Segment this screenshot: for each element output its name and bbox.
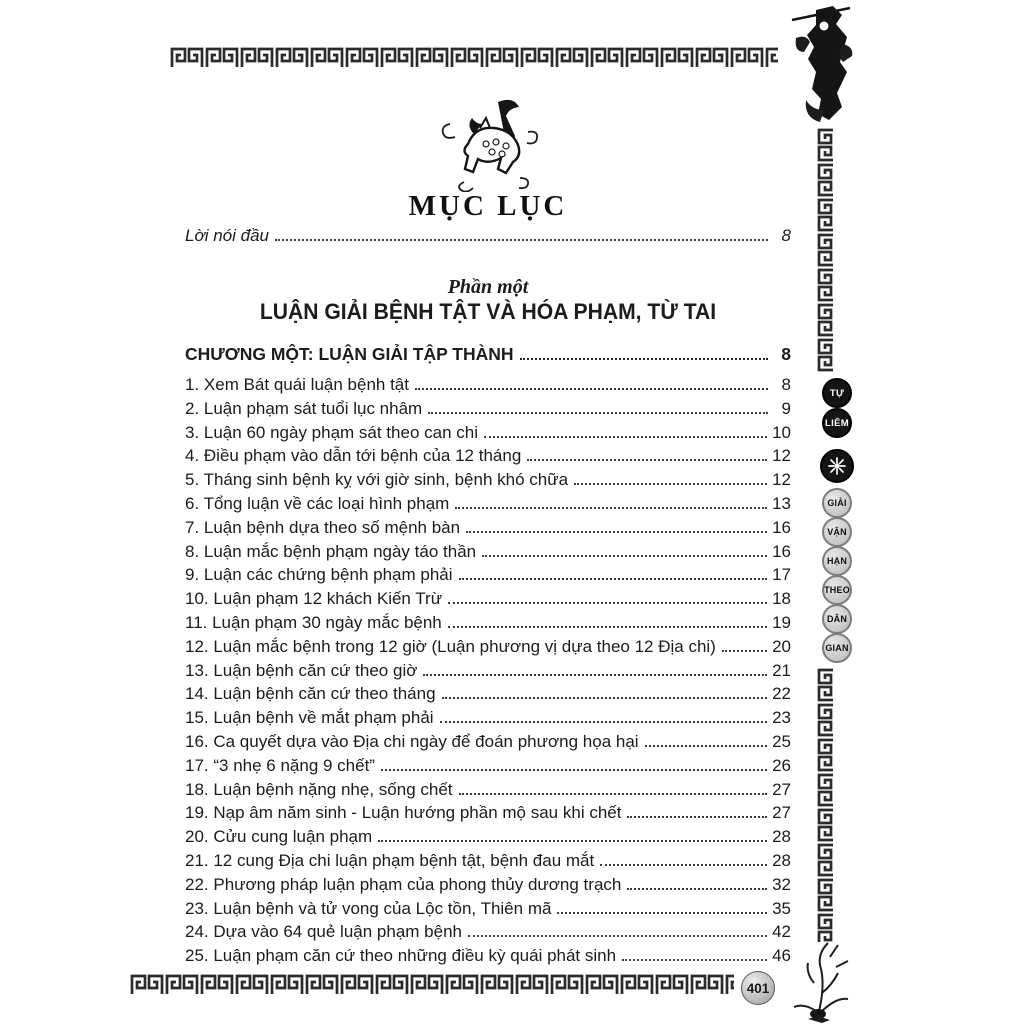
toc-entry bbox=[185, 825, 791, 849]
greek-key-unit bbox=[585, 974, 619, 996]
preface-label: Lời nói đầu bbox=[185, 226, 270, 245]
side-badge: LIÊM bbox=[822, 408, 852, 438]
toc-entry-label: 20. Cửu cung luận phạm bbox=[185, 827, 373, 847]
toc-entry bbox=[185, 730, 791, 754]
toc-entry-label: 7. Luận bệnh dựa theo số mệnh bàn bbox=[185, 517, 461, 537]
dot-leader bbox=[557, 912, 767, 914]
toc-entry-label: 21. 12 cung Địa chi luận phạm bệnh tật, bệnh đau mắt bbox=[185, 850, 595, 870]
toc-entry-label: 17. “3 nhẹ 6 nặng 9 chết” bbox=[185, 755, 375, 775]
greek-key-unit bbox=[817, 738, 835, 772]
greek-key-unit bbox=[817, 233, 835, 267]
greek-key-unit bbox=[625, 47, 659, 69]
toc-entry bbox=[185, 659, 791, 683]
chapter-label: CHƯƠNG MỘT: LUẬN GIẢI TẬP THÀNH bbox=[185, 344, 514, 364]
toc-entry-page: 13 bbox=[772, 493, 791, 513]
toc-entry-page: 12 bbox=[772, 446, 791, 466]
side-badge: VẬN bbox=[822, 517, 852, 547]
part-title: LUẬN GIẢI BỆNH TẬT VÀ HÓA PHẠM, TỪ TAI bbox=[259, 299, 717, 324]
chapter-row bbox=[185, 343, 791, 367]
toc-entry-label: 13. Luận bệnh căn cứ theo giờ bbox=[185, 660, 418, 680]
toc-entry bbox=[185, 611, 791, 635]
greek-key-unit bbox=[695, 47, 729, 69]
toc-entry-page: 27 bbox=[772, 779, 791, 799]
toc-entry-label: 14. Luận bệnh căn cứ theo tháng bbox=[185, 684, 436, 704]
dot-leader bbox=[448, 602, 767, 604]
greek-key-unit bbox=[270, 974, 304, 996]
dot-leader bbox=[378, 840, 767, 842]
greek-key-unit bbox=[200, 974, 234, 996]
side-badge: TỰ bbox=[822, 378, 852, 408]
greek-key-unit bbox=[817, 128, 835, 162]
toc-entry-label: 12. Luận mắc bệnh trong 12 giờ (Luận phương vị dựa theo 12 Địa chi) bbox=[185, 636, 716, 656]
dot-leader bbox=[600, 864, 767, 866]
toc-entry bbox=[185, 444, 791, 468]
dot-leader bbox=[520, 358, 768, 360]
author-badges bbox=[822, 378, 852, 438]
toc-entry-label: 8. Luận mắc bệnh phạm ngày táo thần bbox=[185, 541, 477, 561]
greek-key-unit bbox=[817, 878, 835, 912]
toc-entry-page: 18 bbox=[772, 589, 791, 609]
greek-key-unit bbox=[817, 808, 835, 842]
greek-key-unit bbox=[655, 974, 689, 996]
preface-row bbox=[185, 224, 791, 248]
toc-entry-page: 27 bbox=[772, 803, 791, 823]
toc-entry-page: 35 bbox=[772, 898, 791, 918]
toc-entry-page: 10 bbox=[772, 422, 791, 442]
greek-key-unit bbox=[240, 47, 274, 69]
toc-entry-page: 42 bbox=[772, 922, 791, 942]
dot-leader bbox=[574, 483, 767, 485]
dot-leader bbox=[482, 555, 767, 557]
toc-entry bbox=[185, 873, 791, 897]
greek-key-unit bbox=[817, 268, 835, 302]
toc-entry bbox=[185, 563, 791, 587]
right-meander-border-lower bbox=[817, 668, 835, 942]
toc-entry-page: 12 bbox=[772, 470, 791, 490]
greek-key-unit bbox=[550, 974, 584, 996]
greek-key-unit bbox=[620, 974, 654, 996]
greek-key-unit bbox=[410, 974, 444, 996]
greek-key-unit bbox=[450, 47, 484, 69]
toc-entry bbox=[185, 397, 791, 421]
dot-leader bbox=[459, 793, 768, 795]
greek-key-unit bbox=[817, 843, 835, 877]
greek-key-unit bbox=[765, 47, 778, 69]
toc-entry-page: 23 bbox=[772, 708, 791, 728]
greek-key-unit bbox=[817, 338, 835, 372]
toc-entry bbox=[185, 587, 791, 611]
greek-key-unit bbox=[235, 974, 269, 996]
toc-entry-page: 20 bbox=[772, 636, 791, 656]
toc-entry-page: 8 bbox=[781, 375, 791, 394]
greek-key-unit bbox=[310, 47, 344, 69]
greek-key-unit bbox=[730, 47, 764, 69]
toc-entry bbox=[185, 920, 791, 944]
side-badge: HẠN bbox=[822, 546, 852, 576]
toc-entry bbox=[185, 778, 791, 802]
toc-entry-page: 26 bbox=[772, 755, 791, 775]
greek-key-unit bbox=[305, 974, 339, 996]
toc-entry-label: 6. Tổng luận về các loại hình phạm bbox=[185, 493, 450, 513]
toc-entry-label: 1. Xem Bát quái luận bệnh tật bbox=[185, 375, 409, 394]
dot-leader bbox=[440, 721, 768, 723]
toc-entry-label: 10. Luận phạm 12 khách Kiến Trừ bbox=[185, 589, 443, 609]
greek-key-unit bbox=[275, 47, 309, 69]
toc-entry-page: 46 bbox=[772, 946, 791, 966]
dot-leader bbox=[722, 650, 767, 652]
toc-entry bbox=[185, 540, 791, 564]
toc-entry-page: 32 bbox=[772, 874, 791, 894]
toc-entry bbox=[185, 754, 791, 778]
greek-key-unit bbox=[725, 974, 734, 996]
toc-entry-label: 5. Tháng sinh bệnh kỵ với giờ sinh, bệnh khó chữa bbox=[185, 470, 569, 490]
flower-seal-icon bbox=[820, 449, 854, 483]
dot-leader bbox=[448, 626, 767, 628]
toc-entry-label: 16. Ca quyết dựa vào Địa chi ngày để đoán phương họa hại bbox=[185, 731, 639, 751]
page-number-badge: 401 bbox=[741, 971, 775, 1005]
toc-entry-label: 18. Luận bệnh nặng nhẹ, sống chết bbox=[185, 779, 453, 799]
greek-key-unit bbox=[445, 974, 479, 996]
toc-entry-page: 28 bbox=[772, 827, 791, 847]
greek-key-unit bbox=[590, 47, 624, 69]
toc-entry bbox=[185, 373, 791, 397]
toc-entry bbox=[185, 849, 791, 873]
toc-entry-page: 17 bbox=[772, 565, 791, 585]
page-title: MỤC LỤC bbox=[408, 190, 568, 222]
toc-entry bbox=[185, 492, 791, 516]
toc-entry-label: 15. Luận bệnh về mắt phạm phải bbox=[185, 708, 434, 728]
greek-key-unit bbox=[340, 974, 374, 996]
dot-leader bbox=[484, 436, 767, 438]
toc-entry bbox=[185, 897, 791, 921]
greek-key-unit bbox=[817, 303, 835, 337]
toc-entry-label: 22. Phương pháp luận phạm của phong thủy dương trạch bbox=[185, 874, 622, 894]
greek-key-unit bbox=[817, 163, 835, 197]
greek-key-unit bbox=[690, 974, 724, 996]
dot-leader bbox=[415, 388, 768, 390]
toc-entry-label: 11. Luận phạm 30 ngày mắc bệnh bbox=[185, 612, 442, 632]
toc-entry-page: 9 bbox=[781, 398, 791, 418]
greek-key-unit bbox=[480, 974, 514, 996]
side-badge-column bbox=[819, 378, 855, 663]
greek-key-unit bbox=[380, 47, 414, 69]
bottom-meander-border bbox=[130, 974, 734, 998]
toc-entry bbox=[185, 635, 791, 659]
dot-leader bbox=[459, 578, 768, 580]
greek-key-unit bbox=[375, 974, 409, 996]
greek-key-unit bbox=[170, 47, 204, 69]
qilin-ink-drawing-icon bbox=[434, 98, 546, 192]
dot-leader bbox=[428, 412, 768, 414]
guardian-warrior-ink-drawing-icon bbox=[786, 4, 864, 126]
toc-entry bbox=[185, 944, 791, 968]
chapter-page: 8 bbox=[781, 344, 791, 364]
dot-leader bbox=[423, 674, 767, 676]
dot-leader bbox=[622, 959, 767, 961]
side-badge: THEO bbox=[822, 575, 852, 605]
toc-entry-page: 16 bbox=[772, 541, 791, 561]
dot-leader bbox=[455, 507, 767, 509]
dot-leader bbox=[627, 888, 767, 890]
dot-leader bbox=[527, 459, 767, 461]
toc-entry-label: 25. Luận phạm căn cứ theo những điều kỳ quái phát sinh bbox=[185, 946, 617, 966]
greek-key-unit bbox=[555, 47, 589, 69]
toc-entry bbox=[185, 801, 791, 825]
dot-leader bbox=[466, 531, 767, 533]
dot-leader bbox=[381, 769, 767, 771]
dot-leader bbox=[275, 239, 768, 241]
toc-entry-label: 19. Nạp âm năm sinh - Luận hướng phần mộ sau khi chết bbox=[185, 803, 622, 823]
toc-entry-label: 9. Luận các chứng bệnh phạm phải bbox=[185, 565, 453, 585]
dot-leader bbox=[645, 745, 768, 747]
greek-key-unit bbox=[660, 47, 694, 69]
greek-key-unit bbox=[520, 47, 554, 69]
title-badges bbox=[822, 489, 852, 663]
greek-key-unit bbox=[817, 198, 835, 232]
greek-key-unit bbox=[205, 47, 239, 69]
greek-key-unit bbox=[485, 47, 519, 69]
greek-key-unit bbox=[515, 974, 549, 996]
toc-entry-page: 19 bbox=[772, 612, 791, 632]
toc-entry-label: 23. Luận bệnh và tử vong của Lộc tồn, Thiên mã bbox=[185, 898, 552, 918]
side-badge: GIẢI bbox=[822, 488, 852, 518]
orchid-sprig-ink-drawing-icon bbox=[778, 933, 864, 1023]
toc-entry-label: 24. Dựa vào 64 quẻ luận phạm bệnh bbox=[185, 922, 462, 942]
greek-key-unit bbox=[415, 47, 449, 69]
toc-entry-page: 16 bbox=[772, 517, 791, 537]
dot-leader bbox=[468, 935, 767, 937]
greek-key-unit bbox=[817, 668, 835, 702]
toc-entry-label: 2. Luận phạm sát tuổi lục nhâm bbox=[185, 398, 423, 418]
greek-key-unit bbox=[130, 974, 164, 996]
toc-entry bbox=[185, 682, 791, 706]
greek-key-unit bbox=[817, 703, 835, 737]
greek-key-unit bbox=[817, 773, 835, 807]
greek-key-unit bbox=[345, 47, 379, 69]
top-meander-border bbox=[170, 47, 778, 71]
toc-entry bbox=[185, 706, 791, 730]
toc-entry bbox=[185, 468, 791, 492]
right-meander-border-upper bbox=[817, 128, 835, 374]
side-badge: DÂN bbox=[822, 604, 852, 634]
preface-page: 8 bbox=[781, 226, 791, 245]
greek-key-unit bbox=[165, 974, 199, 996]
toc-entry bbox=[185, 421, 791, 445]
dot-leader bbox=[442, 697, 768, 699]
toc-entry-page: 28 bbox=[772, 850, 791, 870]
part-kicker: Phần một bbox=[447, 276, 529, 298]
toc-list bbox=[185, 373, 791, 968]
toc-entry-page: 22 bbox=[772, 684, 791, 704]
toc-entry-label: 3. Luận 60 ngày phạm sát theo can chi bbox=[185, 422, 478, 442]
toc-entry-label: 4. Điều phạm vào dẫn tới bệnh của 12 tháng bbox=[185, 446, 522, 466]
dot-leader bbox=[627, 816, 767, 818]
toc-entry bbox=[185, 516, 791, 540]
side-badge: GIAN bbox=[822, 633, 852, 663]
toc-entry-page: 21 bbox=[772, 660, 791, 680]
toc-entry-page: 25 bbox=[772, 731, 791, 751]
